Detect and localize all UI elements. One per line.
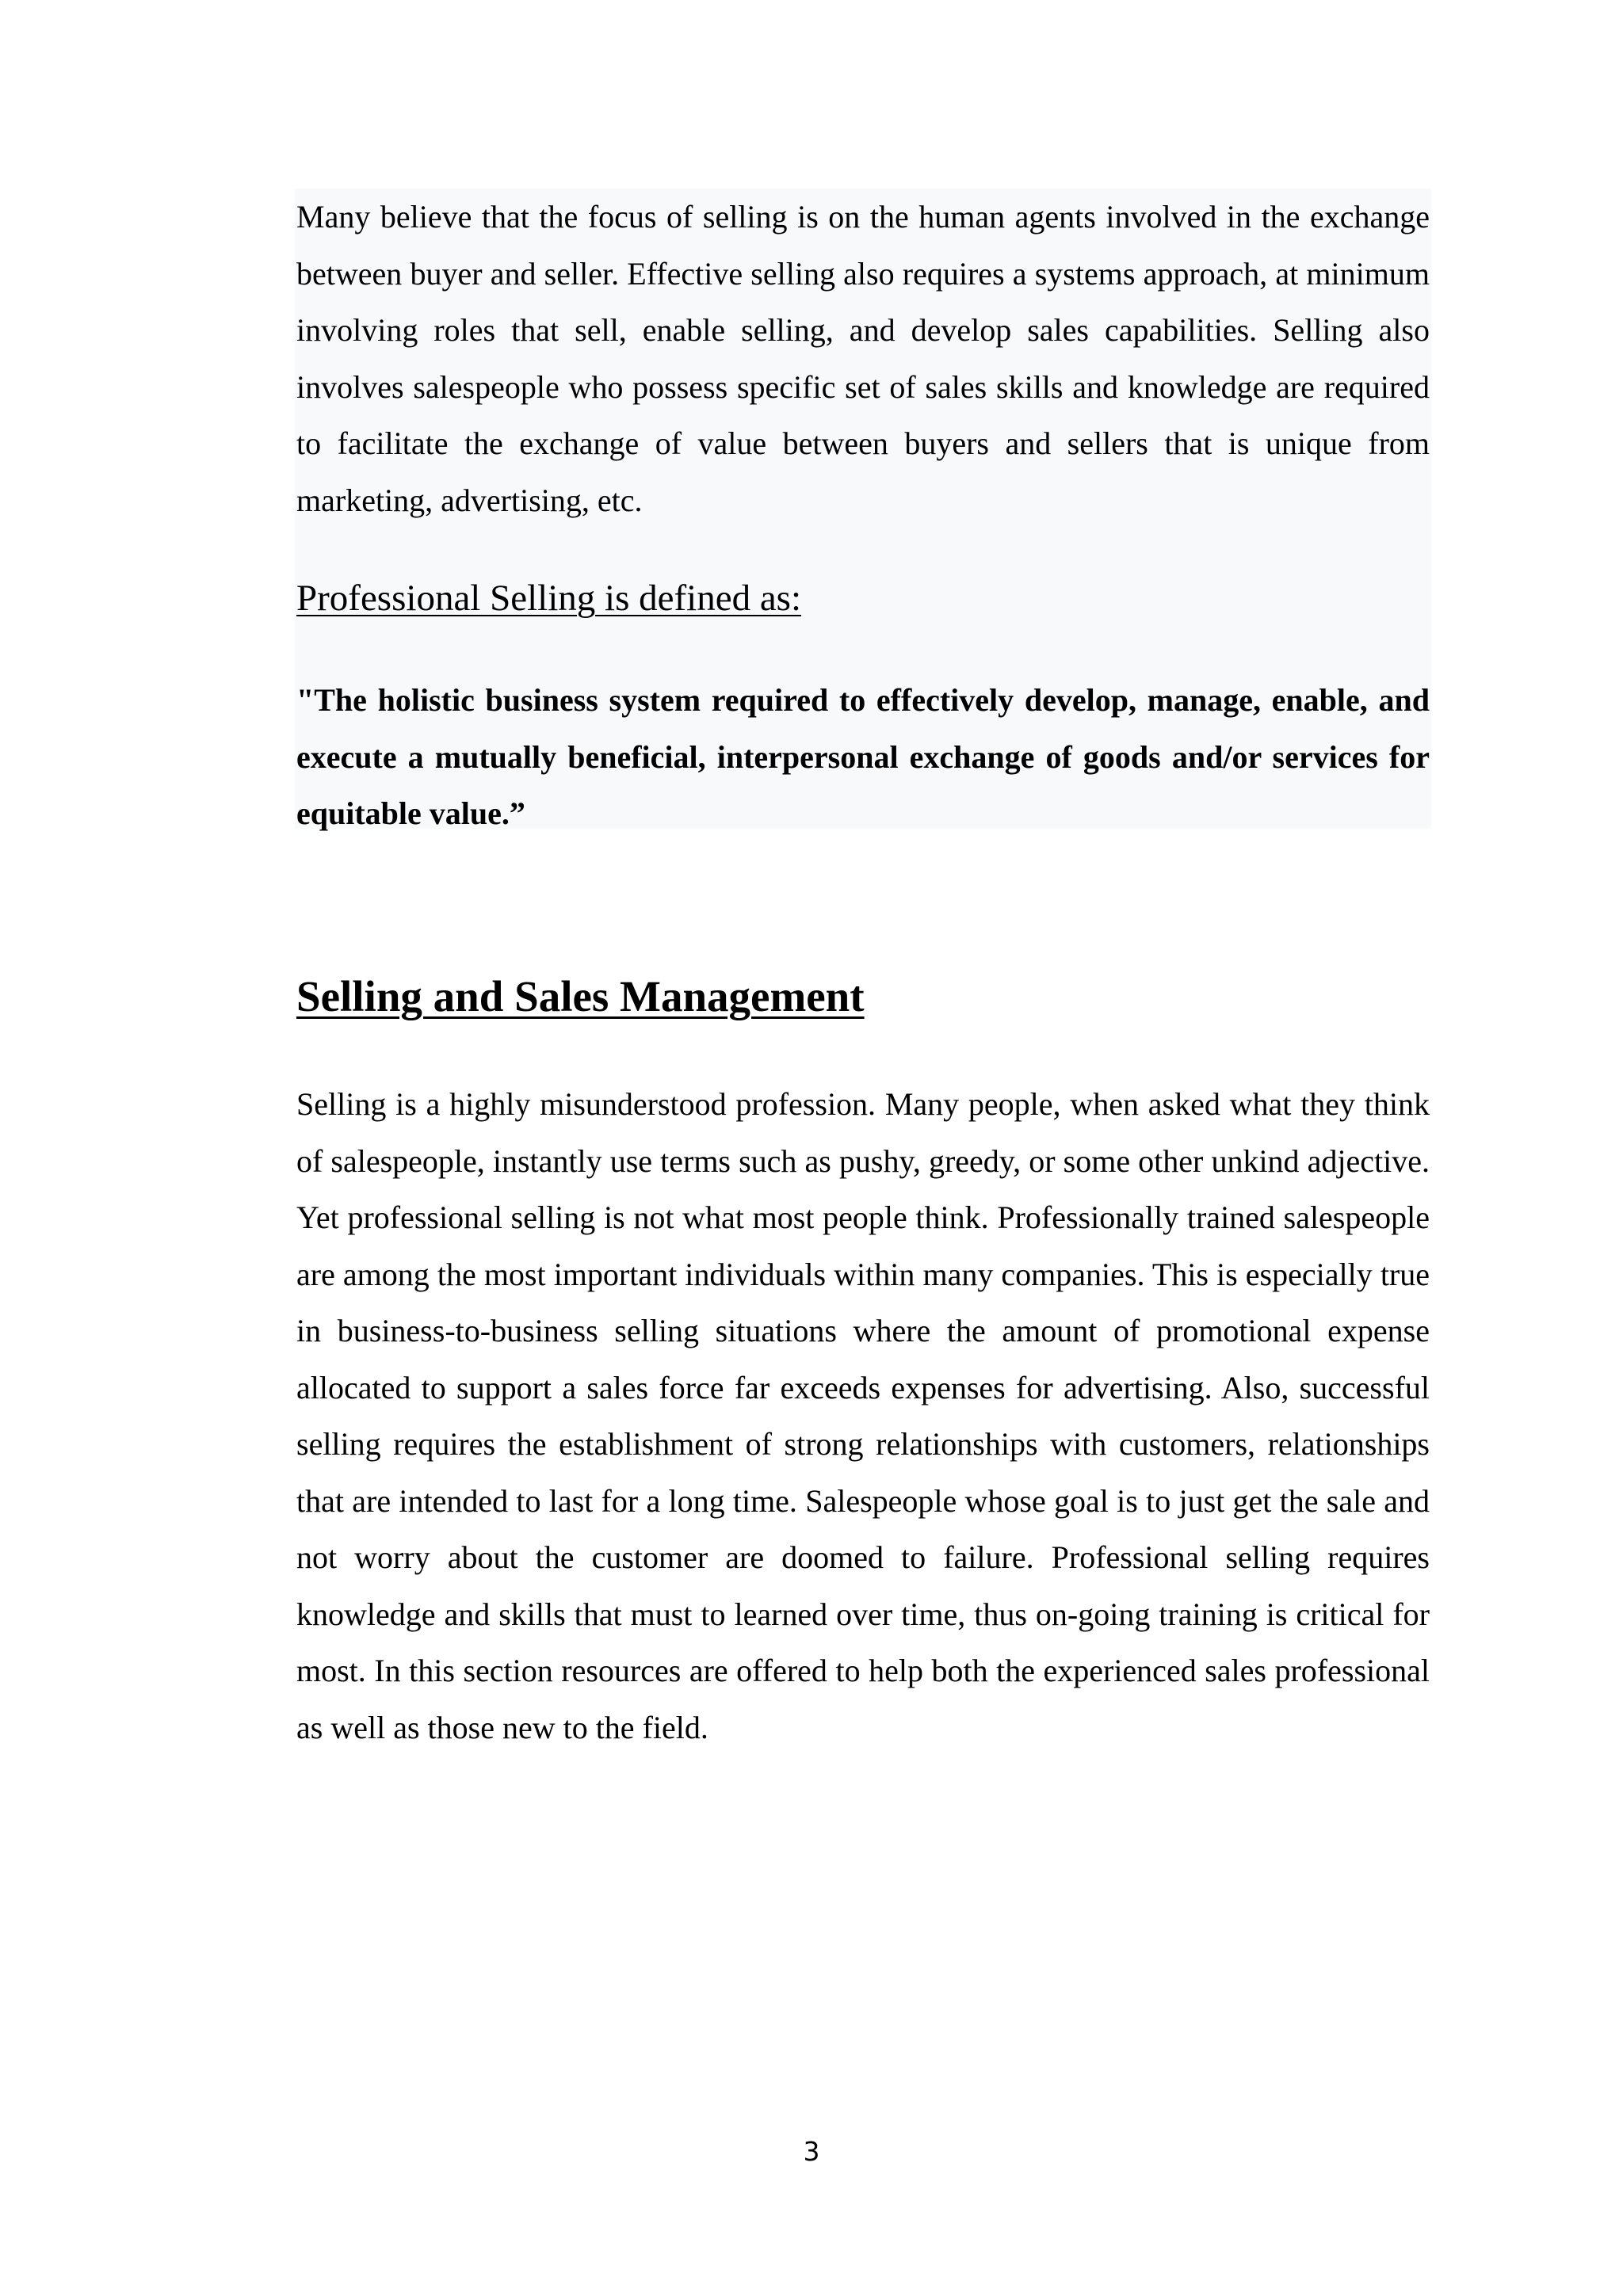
definition-quote: "The holistic business system required to effectively develop, manage, enable, and execute a mutually beneficial, interpersonal exchange of goods and/or services for equitable value.” bbox=[296, 682, 1430, 831]
section-paragraph: Selling is a highly misunderstood profession. Many people, when asked what they think of salespeople, instantly use terms such as pushy, greedy, or some other unkind adjective. Yet professional selling is not what most people think. Professionally trained salespeople are among the most important individuals within many companies. This is especially true in business-to-business selling situations where the amount of promotional expense allocated to support a sales force far exceeds expenses for advertising. Also, successful selling requires the establishment of strong relationships with customers, relationships that are intended to last for a long time. Salespeople whose goal is to just get the sale and not worry about the customer are doomed to failure. Professional selling requires knowledge and skills that must to learned over time, thus on-going training is critical for most. In this section resources are offered to help both the experienced sales professional as well as those new to the field. bbox=[296, 1086, 1430, 1745]
page-number: 3 bbox=[803, 2136, 820, 2167]
section-heading: Selling and Sales Management bbox=[296, 972, 865, 1020]
definition-heading: Professional Selling is defined as: bbox=[296, 578, 802, 619]
intro-paragraph: Many believe that the focus of selling is on the human agents involved in the exchange between buyer and seller. Effective selling also requires a systems approach, at minimum involving roles that sell, enable selling, and develop sales capabilities. Selling also involves salespeople who possess specific set of sales skills and knowledge are required to facilitate the exchange of value between buyers and sellers that is unique from marketing, advertising, etc. bbox=[296, 199, 1430, 518]
